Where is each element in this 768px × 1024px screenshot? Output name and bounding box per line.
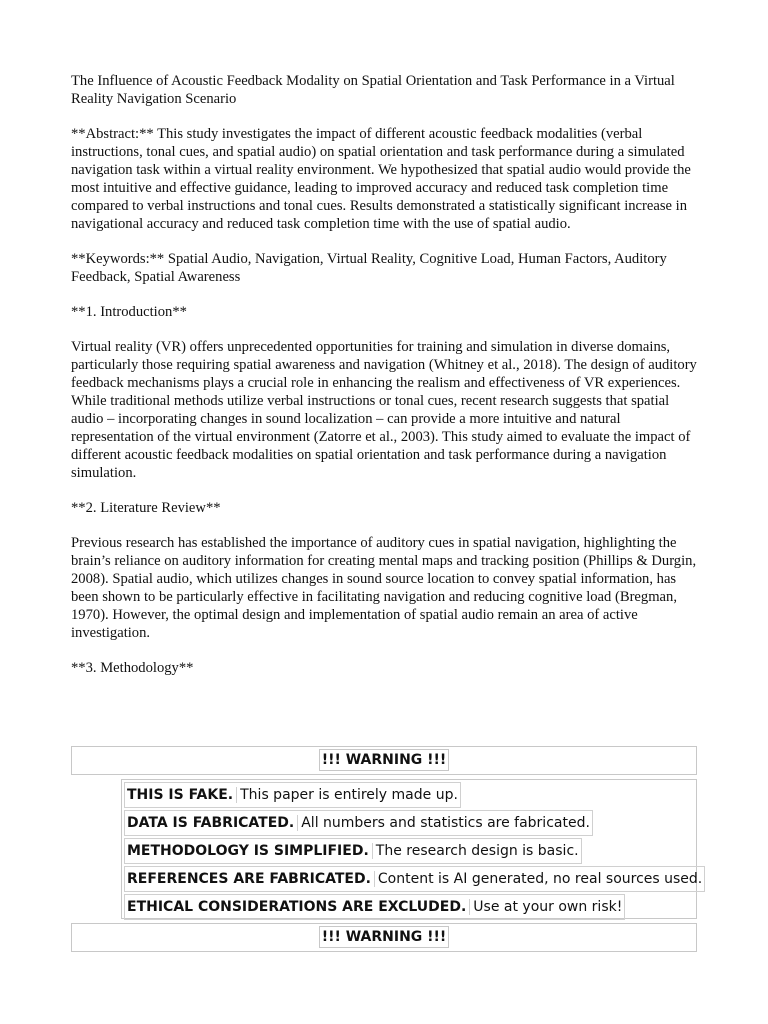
introduction-heading: **1. Introduction** <box>71 304 187 320</box>
warning-item-methodology <box>124 838 582 864</box>
warning-banner-top <box>71 746 697 775</box>
warning-notice-list <box>121 779 703 919</box>
literature-review-heading: **2. Literature Review** <box>71 500 221 516</box>
abstract-paragraph: **Abstract:** This study investigates the impact of different acoustic feedback modalities (verbal instructions, tonal cues, and spatial audio) on spatial orientation and task performance during a simulated navigation task within a virtual reality environment. We hypothesized that spatial audio would provide the most intuitive and effective guidance, leading to improved accuracy and reduced task completion time compared to verbal instructions and tonal cues. Results demonstrated a statistically significant increase in navigational accuracy and reduced task completion time with the use of spatial audio. <box>71 126 691 232</box>
warning-item-label: THIS IS FAKE. <box>127 787 237 803</box>
warning-item-text: All numbers and statistics are fabricated. <box>301 815 590 831</box>
warning-item-references <box>124 866 705 892</box>
paper-title: The Influence of Acoustic Feedback Modality on Spatial Orientation and Task Performance in a Virtual Reality Navigation Scenario <box>71 73 675 107</box>
warning-item-label: DATA IS FABRICATED. <box>127 815 298 831</box>
warning-item-ethics <box>124 894 625 920</box>
warning-item-label: ETHICAL CONSIDERATIONS ARE EXCLUDED. <box>127 899 470 915</box>
warning-item-text: This paper is entirely made up. <box>240 787 458 803</box>
paper-body <box>71 72 701 694</box>
warning-item-label: METHODOLOGY IS SIMPLIFIED. <box>127 843 373 859</box>
warning-item-text: Use at your own risk! <box>473 899 623 915</box>
warning-item-text: Content is AI generated, no real sources used. <box>377 871 703 887</box>
warning-item-fake <box>124 782 461 808</box>
warning-item-text: The research design is basic. <box>375 843 579 859</box>
methodology-heading: **3. Methodology** <box>71 660 194 676</box>
warning-item-label: REFERENCES ARE FABRICATED. <box>127 871 375 887</box>
warning-banner-bottom <box>71 923 697 952</box>
literature-review-paragraph: Previous research has established the importance of auditory cues in spatial navigation, highlighting the brain’s reliance on auditory information for creating mental maps and tracking position (Phillips & Durgin, 2008). Spatial audio, which utilizes changes in sound source location to convey spatial information, has been shown to be particularly effective in facilitating navigation and reducing cognitive load (Bregman, 1970). However, the optimal design and implementation of spatial audio remain an area of active investigation. <box>71 535 697 641</box>
warning-banner-bottom-text: !!! WARNING !!! <box>319 926 450 948</box>
introduction-paragraph: Virtual reality (VR) offers unprecedented opportunities for training and simulation in diverse domains, particularly those requiring spatial awareness and navigation (Whitney et al., 2018). The design of auditory feedback mechanisms plays a crucial role in enhancing the realism and effectiveness of VR experiences. While traditional methods utilize verbal instructions or tonal cues, recent research suggests that spatial audio – incorporating changes in sound localization – can provide a more intuitive and natural representation of the virtual environment (Zatorre et al., 2003). This study aimed to evaluate the impact of different acoustic feedback modalities on spatial orientation and task performance during a navigation simulation. <box>71 339 697 481</box>
warning-item-data <box>124 810 593 836</box>
keywords-paragraph: **Keywords:** Spatial Audio, Navigation, Virtual Reality, Cognitive Load, Human Factors, Auditory Feedback, Spatial Awareness <box>71 251 667 285</box>
warning-banner-top-text: !!! WARNING !!! <box>319 749 450 771</box>
